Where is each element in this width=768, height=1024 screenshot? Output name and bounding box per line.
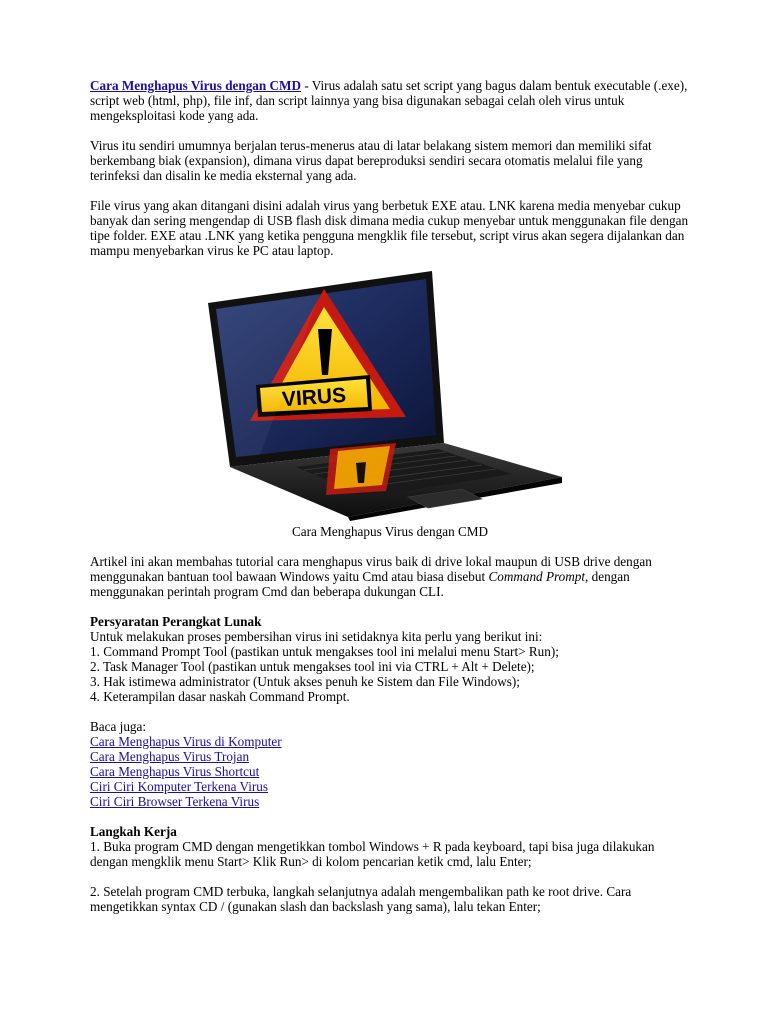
paragraph-4 <box>90 554 690 599</box>
figure-caption: Cara Menghapus Virus dengan CMD <box>291 524 488 539</box>
command-prompt-italic: Command Prompt <box>488 569 586 584</box>
steps-heading: Langkah Kerja <box>90 824 177 839</box>
article-figure <box>90 271 690 521</box>
list-item: 1. Command Prompt Tool (pastikan untuk mengakses tool ini melalui menu Start> Run); <box>90 644 559 659</box>
paragraph-4-text-after: , dengan menggunakan perintah program Cmd dan beberapa dukungan CLI. <box>90 569 630 599</box>
related-label: Baca juga: <box>90 719 147 734</box>
article-body <box>90 78 690 914</box>
related-link-shortcut[interactable]: Cara Menghapus Virus Shortcut <box>90 764 260 779</box>
article-title-link[interactable]: Cara Menghapus Virus dengan CMD <box>90 78 302 93</box>
related-link-ciri-komputer[interactable]: Ciri Ciri Komputer Terkena Virus <box>90 779 268 794</box>
related-link-trojan[interactable]: Cara Menghapus Virus Trojan <box>90 749 250 764</box>
laptop-virus-image <box>200 271 570 521</box>
related-link-ciri-browser[interactable]: Ciri Ciri Browser Terkena Virus <box>90 794 260 809</box>
intro-text: - Virus adalah satu set script yang bagus dalam bentuk executable (.exe), script web (html, php), file inf, dan script lainnya yang bisa digunakan sebagai celah oleh virus untuk mengeksploitasi kode yang ada. <box>90 78 688 123</box>
list-item: 2. Task Manager Tool (pastikan untuk mengakses tool ini via CTRL + Alt + Delete); <box>90 659 535 674</box>
paragraph-2: Virus itu sendiri umumnya berjalan terus-menerus atau di latar belakang sistem memori dan memiliki sifat berkembang biak (expansion), dimana virus dapat bereproduksi sendiri secara otomatis melalui file yang terinfeksi dan disalin ke media eksternal yang ada. <box>90 138 652 183</box>
step-2: 2. Setelah program CMD terbuka, langkah selanjutnya adalah mengembalikan path ke root drive. Cara mengetikkan syntax CD / (gunakan slash dan backslash yang sama), lalu tekan Enter; <box>90 884 632 914</box>
requirements-intro: Untuk melakukan proses pembersihan virus ini setidaknya kita perlu yang berikut ini: <box>90 629 543 644</box>
virus-sign-text: VIRUS <box>281 383 347 412</box>
intro-paragraph <box>90 78 690 123</box>
requirements-heading: Persyaratan Perangkat Lunak <box>90 614 262 629</box>
paragraph-3: File virus yang akan ditangani disini adalah virus yang berbetuk EXE atau. LNK karena media menyebar cukup banyak dan sering mengendap di USB flash disk dimana media cukup menyebar untuk menggunakan file dengan tipe folder. EXE atau .LNK yang ketika pengguna mengklik file tersebut, script virus akan segera dijalankan dan mampu menyebarkan virus ke PC atau laptop. <box>90 198 689 258</box>
step-1: 1. Buka program CMD dengan mengetikkan tombol Windows + R pada keyboard, tapi bisa juga dilakukan dengan mengklik menu Start> Klik Run> di kolom pencarian ketik cmd, lalu Enter; <box>90 839 655 869</box>
list-item: 4. Keterampilan dasar naskah Command Prompt. <box>90 689 350 704</box>
list-item: 3. Hak istimewa administrator (Untuk akses penuh ke Sistem dan File Windows); <box>90 674 520 689</box>
related-link-komputer[interactable]: Cara Menghapus Virus di Komputer <box>90 734 282 749</box>
paragraph-4-text-before: Artikel ini akan membahas tutorial cara menghapus virus baik di drive lokal maupun di USB drive dengan menggunakan bantuan tool bawaan Windows yaitu Cmd atau biasa disebut <box>90 554 652 584</box>
